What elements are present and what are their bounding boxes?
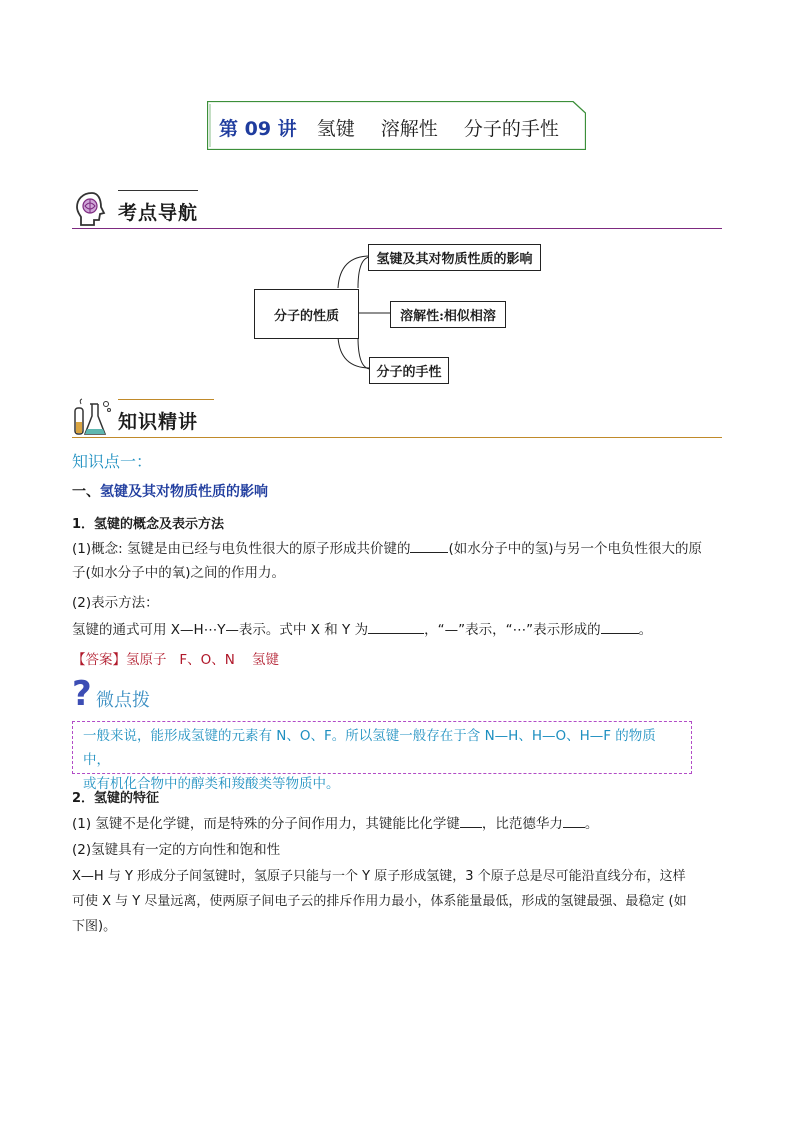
mindmap-root: 分子的性质 — [254, 289, 359, 339]
heading-prefix: 一、 — [72, 484, 100, 500]
concept-text-a: (1)概念: 氢键是由已经与电负性很大的原子形成共价键的 — [72, 541, 411, 557]
blank-3 — [601, 619, 639, 634]
lecture-number: 第 09 讲 — [219, 118, 297, 140]
answer-item-3: 氢键 — [252, 652, 280, 668]
knowledge-point-label: 知识点一： — [72, 452, 153, 471]
heading-hydrogen-bond — [72, 481, 268, 501]
section-guide-title: 考点导航 — [118, 202, 199, 224]
concept-text-c: 子(如水分子中的氧)之间的作用力。 — [72, 565, 286, 581]
tip-line-1: 一般来说，能形成氢键的元素有 N、O、F。所以氢键一般存在于含 N—H、H—O、H—F 的物质中， — [83, 728, 656, 768]
mindmap-branch-hydrogen-bond: 氢键及其对物质性质的影响 — [368, 244, 541, 271]
subheading-features: 2．氢键的特征 — [72, 791, 160, 806]
para-line-3: 下图)。 — [72, 919, 117, 934]
feature1-text-b: ，比范德华力 — [481, 816, 563, 832]
feature1-text-a: (1) 氢键不是化学键，而是特殊的分子间作用力，其键能比化学键 — [72, 816, 460, 832]
repr-text-b: ，“—”表示，“⋯”表示形成的 — [424, 622, 601, 638]
title-part-3: 分子的手性 — [463, 118, 559, 140]
blank-2 — [368, 619, 424, 634]
repr-text-a: 氢键的通式可用 X—H⋯Y—表示。式中 X 和 Y 为 — [72, 622, 369, 638]
question-mark-icon: ? — [72, 674, 92, 714]
section-knowledge-title: 知识精讲 — [118, 411, 199, 433]
mindmap-branch-chirality: 分子的手性 — [369, 357, 449, 384]
guide-divider — [72, 228, 722, 229]
para-line-2: 可使 X 与 Y 尽量远离，使两原子间电子云的排斥作用力最小，体系能量最低，形成的氢键最强、最稳定 (如 — [72, 894, 687, 909]
repr-heading: (2)表示方法： — [72, 595, 159, 611]
tip-line-2: 或有机化合物中的醇类和羧酸类等物质中。 — [83, 776, 340, 792]
title-part-2: 溶解性 — [380, 118, 438, 140]
guide-overline — [118, 190, 198, 191]
heading-text: 氢键及其对物质性质的影响 — [100, 484, 268, 500]
answer-line — [72, 648, 279, 668]
concept-text-b: (如水分子中的氢)与另一个电负性很大的原 — [448, 541, 703, 557]
tip-box — [72, 721, 692, 792]
flask-icon — [72, 398, 114, 438]
tip-label: 微点拨 — [96, 690, 150, 711]
blank-4 — [460, 813, 482, 828]
mindmap-branch-solubility: 溶解性:相似相溶 — [390, 301, 506, 328]
section-knowledge-header — [72, 398, 722, 438]
answer-item-1: 氢原子 — [126, 652, 167, 668]
para-line-1: X—H 与 Y 形成分子间氢键时，氢原子只能与一个 Y 原子形成氢键，3 个原子总是尽可能沿直线分布，这样 — [72, 869, 686, 884]
brain-icon — [72, 189, 112, 229]
repr-paragraph — [72, 618, 727, 642]
feature-paragraph — [72, 864, 727, 939]
lecture-title-box — [207, 101, 586, 150]
blank-1 — [410, 538, 448, 553]
feature-1 — [72, 812, 727, 836]
section-guide-header — [72, 189, 722, 229]
knowledge-overline — [118, 399, 214, 400]
concept-paragraph — [72, 537, 727, 585]
answer-item-2: F、O、N — [179, 652, 235, 668]
blank-5 — [563, 813, 585, 828]
lecture-title — [219, 114, 579, 141]
title-part-1: 氢键 — [316, 118, 355, 140]
feature1-text-c: 。 — [584, 816, 599, 832]
subheading-concept: 1．氢键的概念及表示方法 — [72, 517, 225, 532]
repr-text-c: 。 — [638, 622, 653, 638]
feature-2: (2)氢键具有一定的方向性和饱和性 — [72, 842, 281, 858]
knowledge-divider — [72, 437, 722, 438]
answer-tag: 【答案】 — [72, 652, 126, 668]
